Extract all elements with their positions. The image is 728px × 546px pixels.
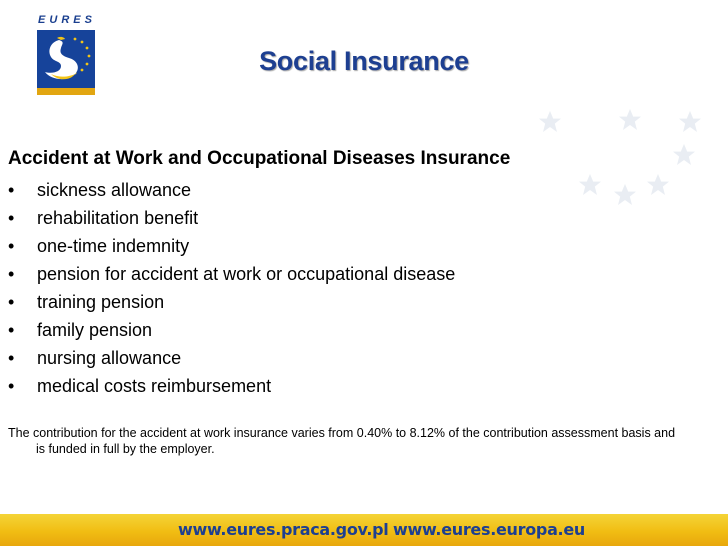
decorative-stars-icon: [520, 100, 728, 210]
footer-band: [0, 514, 728, 546]
bullet-icon: •: [8, 376, 15, 396]
footer-url-europa: www.eures.europa.eu: [393, 520, 585, 539]
bullet-icon: •: [8, 264, 15, 284]
list-item-label: training pension: [37, 292, 165, 312]
list-item-label: pension for accident at work or occupational disease: [37, 264, 456, 284]
list-item-label: one-time indemnity: [37, 236, 190, 256]
bullet-icon: •: [8, 180, 15, 200]
benefit-list: [8, 176, 455, 400]
list-item-label: family pension: [37, 320, 153, 340]
list-item-label: sickness allowance: [37, 180, 192, 200]
list-item: [8, 204, 455, 232]
list-item: [8, 176, 455, 204]
slide-title: Social Insurance: [259, 46, 469, 76]
contribution-note: The contribution for the accident at work insurance varies from 0.40% to 8.12% of the contribution assessment basis and is funded in full by the employer.: [8, 426, 676, 456]
bullet-icon: •: [8, 320, 15, 340]
bullet-icon: •: [8, 208, 15, 228]
list-item: [8, 288, 455, 316]
logo-strip: [37, 88, 95, 95]
list-item: [8, 344, 455, 372]
list-item: [8, 372, 455, 400]
list-item: [8, 260, 455, 288]
bullet-icon: •: [8, 348, 15, 368]
list-item-label: medical costs reimbursement: [37, 376, 272, 396]
list-item: [8, 316, 455, 344]
section-heading: Accident at Work and Occupational Diseases Insurance: [8, 148, 511, 169]
list-item-label: rehabilitation benefit: [37, 208, 199, 228]
list-item: [8, 232, 455, 260]
logo-wordmark: EURES: [38, 14, 96, 26]
footer-url-praca: www.eures.praca.gov.pl: [178, 520, 389, 539]
bullet-icon: •: [8, 236, 15, 256]
bullet-icon: •: [8, 292, 15, 312]
list-item-label: nursing allowance: [37, 348, 182, 368]
